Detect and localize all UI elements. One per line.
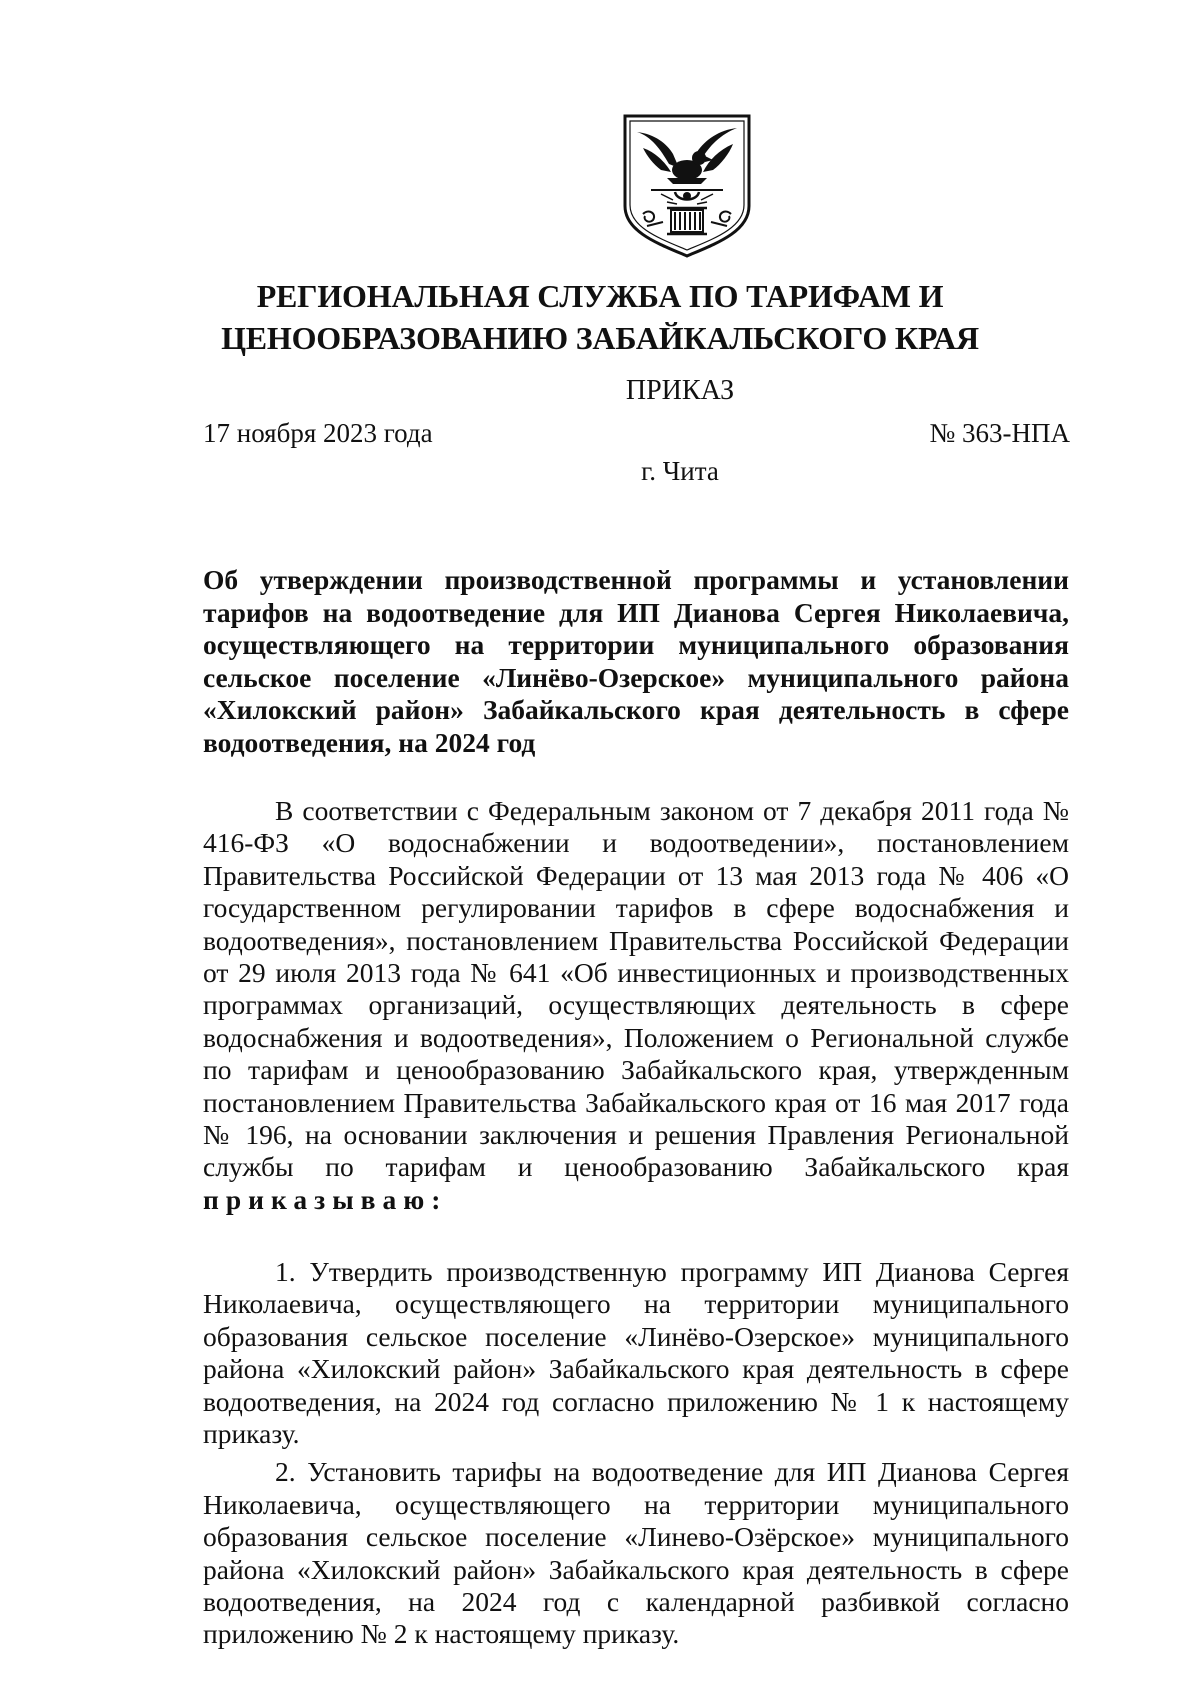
document-date: 17 ноября 2023 года [203,418,433,448]
document-type: ПРИКАЗ [625,375,735,406]
organization-title [200,275,1000,359]
document-number: № 363-НПА [929,418,1070,448]
document-subject: Об утверждении производственной программы и установлении тарифов на водоотведение для ИП Дианова Сергея Николаевича, осуществляющего на территории муниципального образования сельское поселение «Линёво-Озерское» муниципального района «Хилокский район» Забайкальского края деятельность в сфере водоотведения, на 2024 год [203,564,1069,758]
order-item-1: 1. Утвердить производственную программу ИП Дианова Сергея Николаевича, осуществляющего на территории муниципального образования сельское поселение «Линёво-Озерское» муниципального района «Хилокский район» Забайкальского края деятельность в сфере водоотведения, на 2024 год согласно приложению № 1 к настоящему приказу. [203,1256,1069,1450]
order-item-2: 2. Установить тарифы на водоотведение для ИП Дианова Сергея Николаевича, осуществляющего на территории муниципального образования сельское поселение «Линево-Озёрское» муниципального района «Хилокский район» Забайкальского края деятельность в сфере водоотведения, на 2024 год с календарной разбивкой согласно приложению № 2 к настоящему приказу. [203,1456,1069,1650]
coat-of-arms-icon [617,110,757,260]
preamble-text: В соответствии с Федеральным законом от 7 декабря 2011 года № 416-ФЗ «О водоснабжении и водоотведении», постановлением Правительства Российской Федерации от 13 мая 2013 года № 406 «О государственном регулировании тарифов в сфере водоснабжения и водоотведения», постановлением Правительства Российской Федерации от 29 июля 2013 года № 641 «Об инвестиционных и производственных программах организаций, осуществляющих деятельность в сфере водоснабжения и водоотведения», Положением о Региональной службе по тарифам и ценообразованию Забайкальского края, утвержденным постановлением Правительства Забайкальского края от 16 мая 2017 года № 196, на основании заключения и решения Правления Региональной службы по тарифам и ценообразованию Забайкальского края [203,795,1069,1183]
command-word: приказываю: [203,1183,448,1215]
preamble-paragraph [203,795,1069,1216]
organization-title-line-1: РЕГИОНАЛЬНАЯ СЛУЖБА ПО ТАРИФАМ И [256,278,944,314]
organization-title-line-2: ЦЕНООБРАЗОВАНИЮ ЗАБАЙКАЛЬСКОГО КРАЯ [221,320,979,356]
order-items-list [203,1256,1069,1657]
document-city: г. Чита [641,456,719,486]
